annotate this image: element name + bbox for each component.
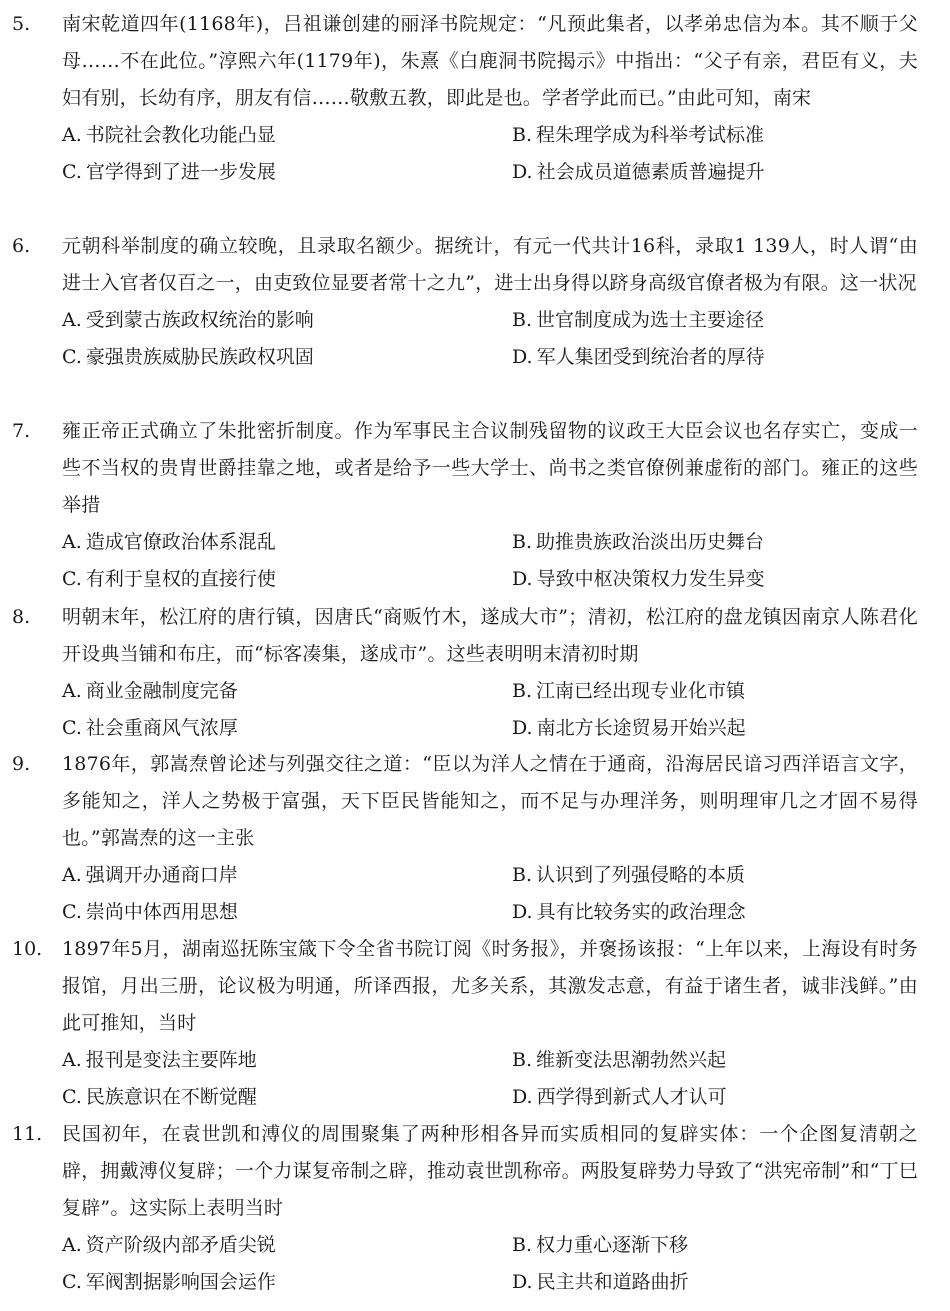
option-b[interactable] bbox=[512, 1227, 688, 1264]
option-letter: C. bbox=[62, 1271, 82, 1293]
option-a[interactable] bbox=[62, 857, 238, 894]
option-text: 南北方长途贸易开始兴起 bbox=[536, 717, 746, 739]
option-letter: C. bbox=[62, 346, 82, 368]
option-group bbox=[0, 1227, 950, 1301]
option-letter: B. bbox=[512, 1049, 533, 1071]
option-letter: A. bbox=[62, 680, 82, 702]
option-text: 军阀割据影响国会运作 bbox=[85, 1271, 276, 1293]
question-10 bbox=[0, 931, 950, 1116]
option-c[interactable] bbox=[62, 339, 314, 376]
option-text: 书院社会教化功能凸显 bbox=[85, 124, 276, 146]
option-letter: A. bbox=[62, 864, 82, 886]
option-letter: B. bbox=[512, 309, 533, 331]
question-11 bbox=[0, 1116, 950, 1301]
option-text: 具有比较务实的政治理念 bbox=[536, 901, 746, 923]
option-a[interactable] bbox=[62, 524, 276, 561]
option-text: 助推贵族政治淡出历史舞台 bbox=[536, 531, 765, 553]
option-c[interactable] bbox=[62, 894, 238, 931]
option-text: 权力重心逐渐下移 bbox=[536, 1234, 689, 1256]
option-c[interactable] bbox=[62, 1079, 257, 1116]
option-text: 西学得到新式人才认可 bbox=[536, 1086, 727, 1108]
question-5 bbox=[0, 6, 950, 191]
option-d[interactable] bbox=[512, 561, 765, 598]
option-letter: B. bbox=[512, 124, 533, 146]
question-number: 7. bbox=[12, 420, 31, 442]
option-text: 民族意识在不断觉醒 bbox=[85, 1086, 257, 1108]
question-6 bbox=[0, 228, 950, 376]
option-d[interactable] bbox=[512, 154, 765, 191]
option-text: 世官制度成为选士主要途径 bbox=[536, 309, 765, 331]
option-c[interactable] bbox=[62, 154, 276, 191]
question-stem: 雍正帝正式确立了朱批密折制度。作为军事民主合议制残留物的议政王大臣会议也名存实亡，变成一些不当权的贵胄世爵挂靠之地，或者是给予一些大学士、尚书之类官僚例兼虚衔的部门。雍正的这些举措 bbox=[62, 420, 918, 516]
option-text: 导致中枢决策权力发生异变 bbox=[536, 568, 765, 590]
option-d[interactable] bbox=[512, 1264, 689, 1301]
option-d[interactable] bbox=[512, 894, 746, 931]
question-number: 8. bbox=[12, 606, 31, 628]
option-letter: D. bbox=[512, 346, 533, 368]
option-b[interactable] bbox=[512, 117, 764, 154]
question-7 bbox=[0, 413, 950, 598]
option-group bbox=[0, 1042, 950, 1116]
question-stem: 1897年5月，湖南巡抚陈宝箴下令全省书院订阅《时务报》，并褒扬该报：“上年以来，上海设有时务报馆，月出三册，论议极为明通，所译西报，尤多关系，其激发志意，有益于诸生者，诚非浅鲜。”由此可推知，当时 bbox=[62, 938, 918, 1034]
option-letter: A. bbox=[62, 531, 82, 553]
question-stem: 1876年，郭嵩焘曾论述与列强交往之道：“臣以为洋人之情在于通商，沿海居民谙习西洋语言文字，多能知之，洋人之势极于富强，天下臣民皆能知之，而不足与办理洋务，则明理审几之才固不易得也。”郭嵩焘的这一主张 bbox=[62, 753, 918, 849]
option-text: 维新变法思潮勃然兴起 bbox=[536, 1049, 727, 1071]
option-letter: C. bbox=[62, 1086, 82, 1108]
option-text: 民主共和道路曲折 bbox=[536, 1271, 689, 1293]
option-group bbox=[0, 673, 950, 747]
option-a[interactable] bbox=[62, 1227, 276, 1264]
option-text: 资产阶级内部矛盾尖锐 bbox=[85, 1234, 276, 1256]
option-letter: C. bbox=[62, 717, 82, 739]
option-letter: A. bbox=[62, 309, 82, 331]
option-letter: B. bbox=[512, 1234, 533, 1256]
option-b[interactable] bbox=[512, 857, 745, 894]
option-c[interactable] bbox=[62, 710, 238, 747]
question-number: 5. bbox=[12, 13, 31, 35]
option-text: 认识到了列强侵略的本质 bbox=[536, 864, 746, 886]
question-stem: 明朝末年，松江府的唐行镇，因唐氏“商贩竹木，遂成大市”；清初，松江府的盘龙镇因南京人陈君化开设典当铺和布庄，而“标客凑集，遂成市”。这些表明明末清初时期 bbox=[62, 606, 918, 665]
option-text: 江南已经出现专业化市镇 bbox=[536, 680, 746, 702]
option-b[interactable] bbox=[512, 1042, 726, 1079]
option-text: 崇尚中体西用思想 bbox=[85, 901, 238, 923]
option-group bbox=[0, 524, 950, 598]
option-letter: D. bbox=[512, 1271, 533, 1293]
option-letter: D. bbox=[512, 1086, 533, 1108]
option-text: 报刊是变法主要阵地 bbox=[85, 1049, 257, 1071]
option-text: 豪强贵族威胁民族政权巩固 bbox=[85, 346, 314, 368]
option-text: 受到蒙古族政权统治的影响 bbox=[85, 309, 314, 331]
question-stem: 民国初年，在袁世凯和溥仪的周围聚集了两种形相各异而实质相同的复辟实体：一个企图复清朝之辟，拥戴溥仪复辟；一个力谋复帝制之辟，推动袁世凯称帝。两股复辟势力导致了“洪宪帝制”和“丁巳复辟”。这实际上表明当时 bbox=[62, 1123, 918, 1219]
option-letter: D. bbox=[512, 717, 533, 739]
option-d[interactable] bbox=[512, 710, 746, 747]
option-letter: D. bbox=[512, 568, 533, 590]
question-number: 9. bbox=[12, 753, 31, 775]
option-group bbox=[0, 857, 950, 931]
option-letter: A. bbox=[62, 124, 82, 146]
option-letter: B. bbox=[512, 680, 533, 702]
option-text: 商业金融制度完备 bbox=[85, 680, 238, 702]
question-number: 11. bbox=[12, 1123, 43, 1145]
question-stem: 元朝科举制度的确立较晚，且录取名额少。据统计，有元一代共计16科，录取1 139人，时人谓“由进士入官者仅百之一，由吏致位显要者常十之九”，进士出身得以跻身高级官僚者极为有限。这一状况 bbox=[62, 235, 918, 294]
question-number: 10. bbox=[12, 938, 43, 960]
option-letter: C. bbox=[62, 901, 82, 923]
option-text: 造成官僚政治体系混乱 bbox=[85, 531, 276, 553]
option-letter: B. bbox=[512, 531, 533, 553]
option-letter: B. bbox=[512, 864, 533, 886]
option-letter: D. bbox=[512, 161, 533, 183]
option-c[interactable] bbox=[62, 1264, 276, 1301]
option-a[interactable] bbox=[62, 673, 238, 710]
option-letter: D. bbox=[512, 901, 533, 923]
option-b[interactable] bbox=[512, 302, 764, 339]
option-text: 社会成员道德素质普遍提升 bbox=[536, 161, 765, 183]
option-a[interactable] bbox=[62, 302, 314, 339]
option-letter: A. bbox=[62, 1234, 82, 1256]
option-a[interactable] bbox=[62, 117, 276, 154]
option-letter: A. bbox=[62, 1049, 82, 1071]
option-b[interactable] bbox=[512, 524, 764, 561]
option-d[interactable] bbox=[512, 1079, 727, 1116]
option-text: 有利于皇权的直接行使 bbox=[85, 568, 276, 590]
option-c[interactable] bbox=[62, 561, 276, 598]
option-group bbox=[0, 302, 950, 376]
question-8 bbox=[0, 599, 950, 747]
option-letter: C. bbox=[62, 161, 82, 183]
option-d[interactable] bbox=[512, 339, 765, 376]
option-text: 程朱理学成为科举考试标准 bbox=[536, 124, 765, 146]
question-number: 6. bbox=[12, 235, 31, 257]
option-text: 强调开办通商口岸 bbox=[85, 864, 238, 886]
option-group bbox=[0, 117, 950, 191]
question-stem: 南宋乾道四年(1168年)，吕祖谦创建的丽泽书院规定：“凡预此集者，以孝弟忠信为本。其不顺于父母……不在此位。”淳熙六年(1179年)，朱熹《白鹿洞书院揭示》中指出：“父子有亲，君臣有义，夫妇有别，长幼有序，朋友有信……敬敷五教，即此是也。学者学此而已。”由此可知，南宋 bbox=[62, 13, 918, 109]
option-b[interactable] bbox=[512, 673, 745, 710]
option-a[interactable] bbox=[62, 1042, 257, 1079]
option-letter: C. bbox=[62, 568, 82, 590]
option-text: 军人集团受到统治者的厚待 bbox=[536, 346, 765, 368]
option-text: 社会重商风气浓厚 bbox=[85, 717, 238, 739]
question-9 bbox=[0, 746, 950, 931]
option-text: 官学得到了进一步发展 bbox=[85, 161, 276, 183]
